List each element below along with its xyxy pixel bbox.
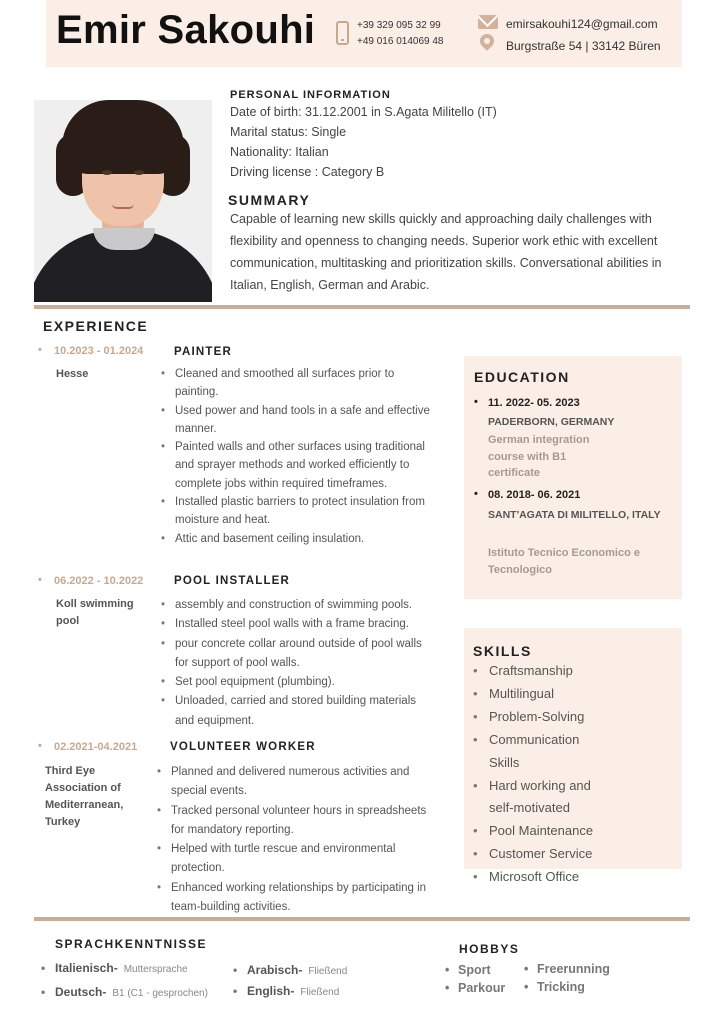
education-date: • 08. 2018- 06. 2021 [488,489,580,501]
divider-bottom [34,917,690,921]
list-item: • Cleaned and smoothed all surfaces prior to painting. [161,365,431,402]
email-link[interactable]: emirsakouhi124@gmail.com [506,17,658,31]
divider-top [34,305,690,309]
education-heading: EDUCATION [474,369,570,385]
language-item: • Arabisch- Fließend [247,963,347,977]
job-place: Hesse [56,368,89,380]
list-item: • Craftsmanship [473,660,613,683]
list-item: • Used power and hand tools in a safe and effective manner. [161,402,431,439]
list-item: • Multilingual [473,683,613,706]
address-text: Burgstraße 54 | 33142 Büren [506,39,661,53]
summary-heading: SUMMARY [228,192,311,208]
list-item: • Set pool equipment (plumbing). [161,673,437,692]
hobby-item: • Parkour [458,981,505,995]
list-item: • Tracked personal volunteer hours in spreadsheets for mandatory reporting. [157,802,435,841]
education-place: SANT'AGATA DI MILITELLO, ITALY [488,509,661,521]
hobby-item: • Sport [458,963,491,977]
candidate-name: Emir Sakouhi [56,8,316,52]
job-place: Third Eye Association of Mediterranean, Turkey [45,765,124,828]
job-date: • 06.2022 - 10.2022 [54,575,143,587]
education-desc: German integration course with B1 certificate [488,434,590,479]
list-item: • Attic and basement ceiling insulation. [161,530,431,548]
profile-photo [34,100,212,302]
birth-info: Date of birth: 31.12.2001 in S.Agata Militello (IT) [230,105,497,119]
job-place: Koll swimming pool [56,598,134,627]
languages-heading: SPRACHKENNTNISSE [55,937,208,951]
list-item: • Communication Skills [473,729,613,775]
list-item: • Installed plastic barriers to protect insulation from moisture and heat. [161,493,431,530]
nationality: Nationality: Italian [230,145,329,159]
hobby-item: • Tricking [537,980,585,994]
summary-text: Capable of learning new skills quickly and approaching daily challenges with flexibility and openness to changing needs. Superior work ethic with excellent communication, multitasking and prioritization skills. Conversational abilities in Italian, English, German and Arabic. [230,212,662,292]
job-bullets [157,763,435,917]
list-item: • Painted walls and other surfaces using traditional and sprayer methods and worked efficiently to complete jobs within required timeframes. [161,438,431,493]
skills-panel [464,628,682,885]
marital-status: Marital status: Single [230,125,347,139]
personal-info-heading: PERSONAL INFORMATION [230,89,391,101]
language-item: • English- Fließend [247,984,339,998]
phone-icon [336,21,349,45]
education-place: PADERBORN, GERMANY [488,416,615,428]
list-item: • Unloaded, carried and stored building materials and equipment. [161,692,437,731]
location-pin-icon [477,31,497,51]
job-date: • 02.2021-04.2021 [54,741,137,753]
list-item: • Helped with turtle rescue and environmental protection. [157,840,435,879]
header-bar [46,0,682,67]
job-role: POOL INSTALLER [174,575,291,587]
phone-number-2[interactable]: +49 016 014069 48 [357,36,444,47]
list-item: • Installed steel pool walls with a frame bracing. [161,615,437,634]
skills-list [473,660,613,889]
language-item: • Deutsch- B1 (C1 - gesprochen) [55,985,208,999]
driving-license: Driving license : Category B [230,165,385,179]
list-item: • Microsoft Office [473,866,613,889]
education-panel [464,356,682,599]
experience-heading: EXPERIENCE [43,318,149,334]
list-item: • Problem-Solving [473,706,613,729]
hobby-item: • Freerunning [537,962,610,976]
education-date: • 11. 2022- 05. 2023 [488,397,580,409]
list-item: • Planned and delivered numerous activities and special events. [157,763,435,802]
list-item: • Customer Service [473,843,613,866]
education-desc: Istituto Tecnico Economico e Tecnologico [488,547,640,576]
skills-heading: SKILLS [473,643,532,659]
list-item: • assembly and construction of swimming pools. [161,596,437,615]
language-item: • Italienisch- Muttersprache [55,961,188,975]
job-bullets [161,596,437,731]
mail-icon [478,15,498,29]
job-role: PAINTER [174,346,233,358]
phone-number-1[interactable]: +39 329 095 32 99 [357,20,441,31]
list-item: • Enhanced working relationships by participating in team-building activities. [157,879,435,918]
list-item: • Hard working and self-motivated [473,775,613,821]
list-item: • Pool Maintenance [473,820,613,843]
job-date: • 10.2023 - 01.2024 [54,345,143,357]
job-role: VOLUNTEER WORKER [170,741,316,753]
list-item: • pour concrete collar around outside of pool walls for support of pool walls. [161,635,437,674]
job-bullets [161,365,431,548]
hobbys-heading: HOBBYS [459,942,520,956]
